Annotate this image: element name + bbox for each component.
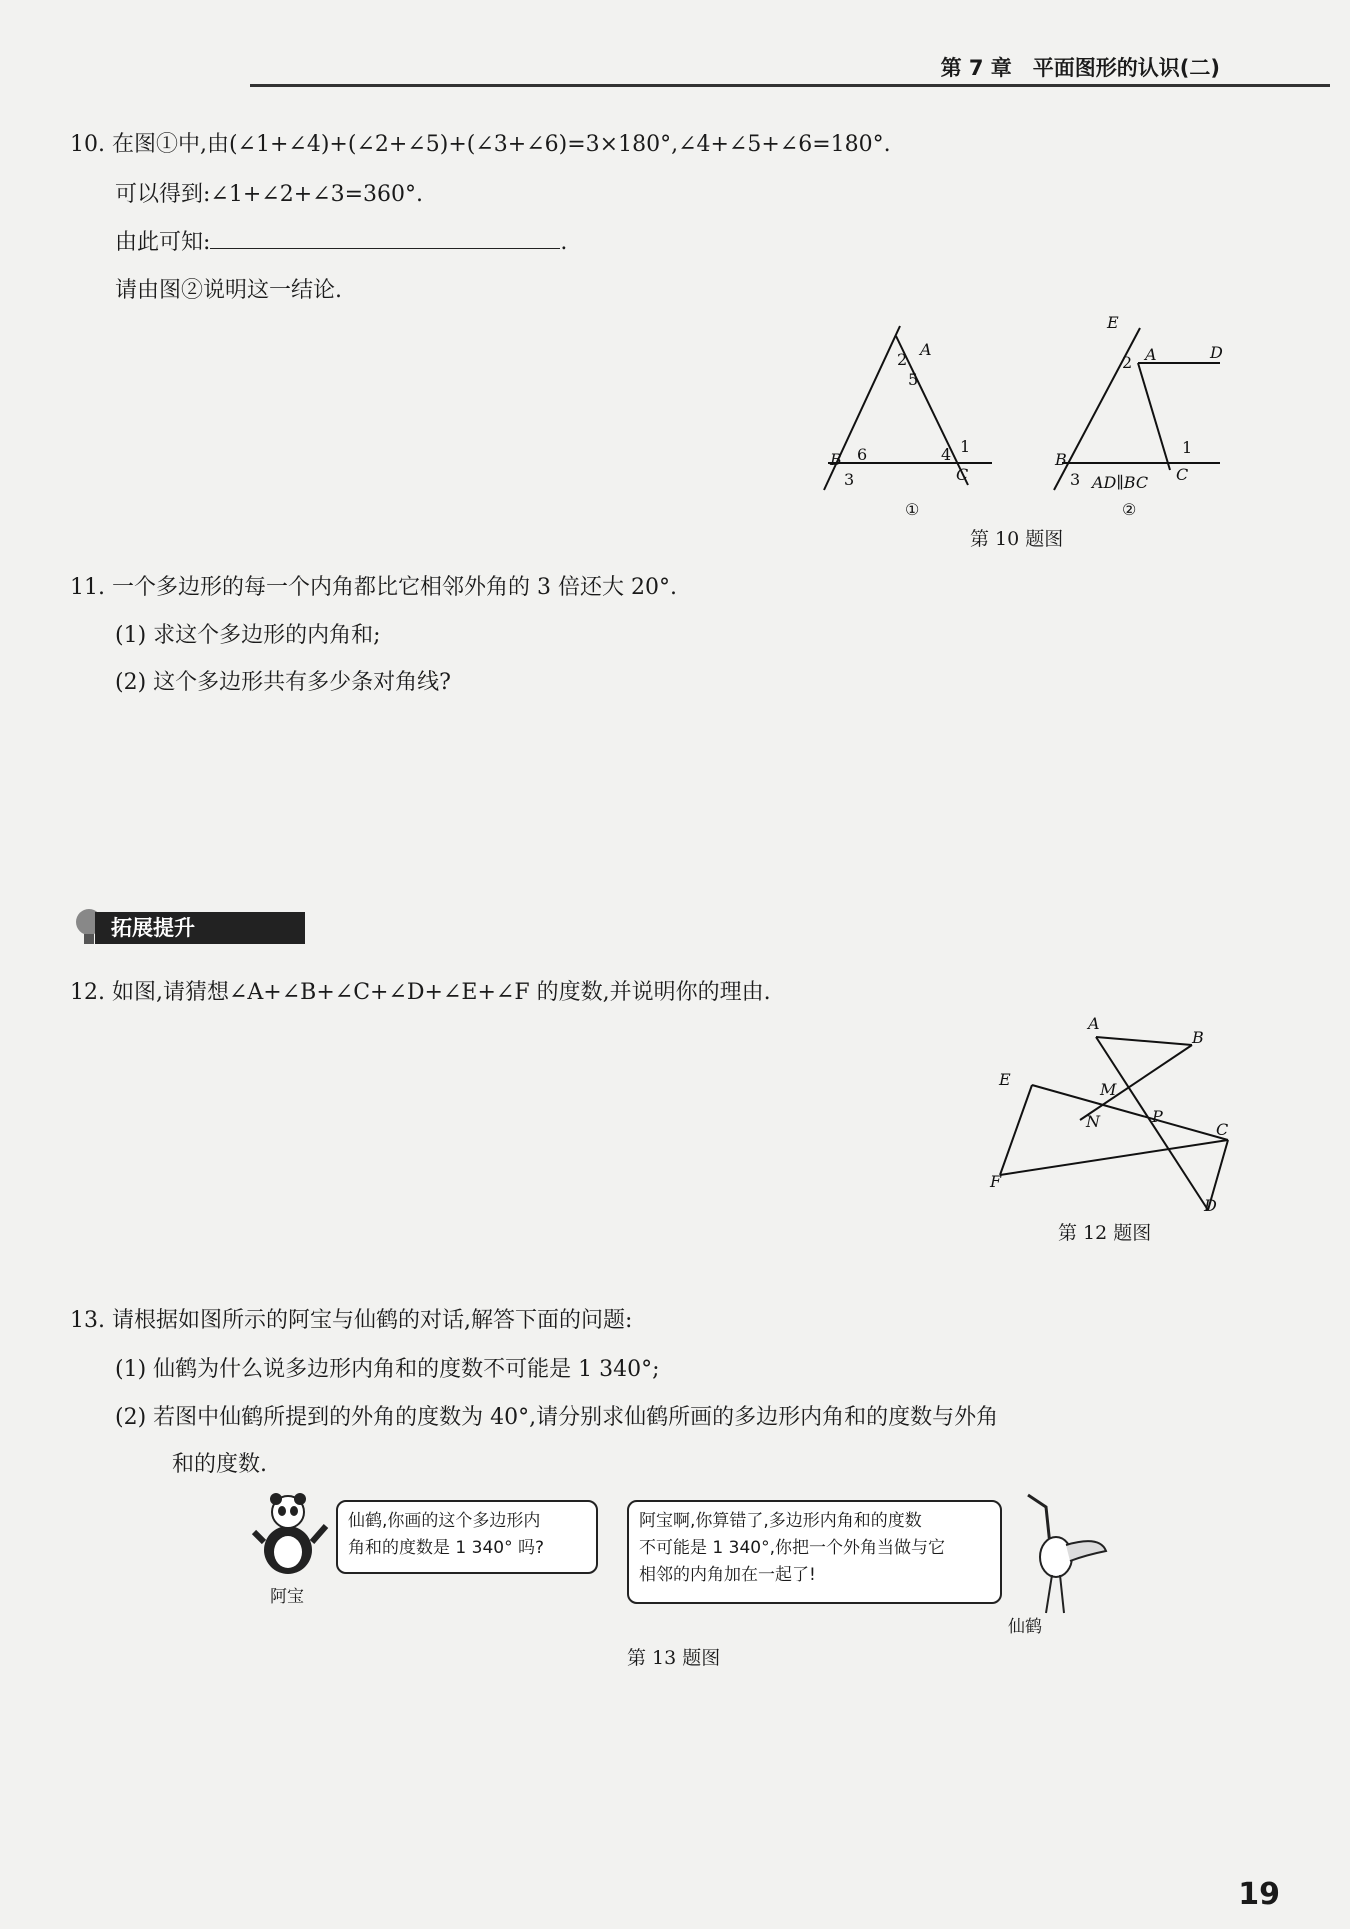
q10-line4: 请由图②说明这一结论. <box>115 278 342 303</box>
crane-bubble-line3: 相邻的内角加在一起了! <box>639 1565 816 1585</box>
abao-bubble-line1: 仙鹤,你画的这个多边形内 <box>348 1511 541 1531</box>
label-n: N <box>1086 1112 1100 1131</box>
fig2-note: AD∥BC <box>1092 473 1149 492</box>
page-number: 19 <box>1238 1877 1280 1912</box>
answer-blank[interactable] <box>210 228 560 249</box>
q10-line1: 10. 在图①中,由(∠1+∠4)+(∠2+∠5)+(∠3+∠6)=3×180°,∠4+∠5+∠6=180°. <box>70 132 891 157</box>
q10-line3-prefix: 由此可知: <box>115 230 211 255</box>
panda-illustration <box>250 1492 330 1582</box>
label-d: D <box>1210 343 1223 362</box>
label-b: B <box>1192 1028 1204 1047</box>
q13-caption: 第 13 题图 <box>627 1647 721 1669</box>
chapter-header <box>250 50 1330 87</box>
label-f: F <box>990 1172 1002 1191</box>
q11-part2: (2) 这个多边形共有多少条对角线? <box>115 670 451 695</box>
q10-line3-suffix: . <box>560 230 568 255</box>
q12-caption: 第 12 题图 <box>1058 1222 1152 1244</box>
crane-speech-bubble <box>627 1500 1002 1604</box>
label-a: A <box>920 340 932 359</box>
q13-part2-b: 和的度数. <box>172 1452 267 1477</box>
label-p: P <box>1152 1107 1163 1126</box>
q10-line3 <box>115 225 567 256</box>
label-d: D <box>1204 1196 1217 1215</box>
svg-text:2: 2 <box>1122 353 1133 372</box>
label-e: E <box>1107 313 1119 332</box>
q13-part2-a: (2) 若图中仙鹤所提到的外角的度数为 40°,请分别求仙鹤所画的多边形内角和的度数与外角 <box>115 1405 999 1430</box>
label-b: B <box>830 450 842 469</box>
label-c: C <box>956 465 969 484</box>
label-b2: B <box>1055 450 1067 469</box>
label-c: C <box>1216 1120 1229 1139</box>
svg-text:1: 1 <box>1182 438 1193 457</box>
svg-text:6: 6 <box>857 445 868 464</box>
svg-text:5: 5 <box>908 370 919 389</box>
svg-text:4: 4 <box>941 445 952 464</box>
label-e: E <box>999 1070 1011 1089</box>
q10-figure-1 <box>824 326 992 519</box>
svg-text:3: 3 <box>1070 470 1081 489</box>
name-abao: 阿宝 <box>270 1587 304 1607</box>
crane-bubble-line1: 阿宝啊,你算错了,多边形内角和的度数 <box>639 1511 922 1531</box>
q11-line1: 11. 一个多边形的每一个内角都比它相邻外角的 3 倍还大 20°. <box>70 575 677 600</box>
q10-figure-2 <box>1054 313 1223 519</box>
svg-text:3: 3 <box>844 470 855 489</box>
name-crane: 仙鹤 <box>1008 1617 1042 1637</box>
label-a: A <box>1088 1015 1100 1033</box>
abao-bubble-line2: 角和的度数是 1 340° 吗? <box>348 1538 544 1558</box>
q12-line1: 12. 如图,请猜想∠A+∠B+∠C+∠D+∠E+∠F 的度数,并说明你的理由. <box>70 980 771 1005</box>
svg-text:1: 1 <box>960 437 971 456</box>
q10-line2: 可以得到:∠1+∠2+∠3=360°. <box>115 182 423 207</box>
q13-part1: (1) 仙鹤为什么说多边形内角和的度数不可能是 1 340°; <box>115 1357 660 1382</box>
q10-caption: 第 10 题图 <box>970 528 1064 550</box>
q11-part1: (1) 求这个多边形的内角和; <box>115 623 381 648</box>
label-c2: C <box>1176 465 1189 484</box>
abao-speech-bubble <box>336 1500 598 1574</box>
label-a2: A <box>1145 345 1157 364</box>
q10-figures <box>800 310 1240 520</box>
q13-line1: 13. 请根据如图所示的阿宝与仙鹤的对话,解答下面的问题: <box>70 1308 633 1333</box>
chapter-title: 第 7 章 平面图形的认识(二) <box>940 56 1220 80</box>
q12-figure <box>980 1015 1240 1215</box>
label-m: M <box>1100 1080 1117 1099</box>
svg-text:2: 2 <box>897 350 908 369</box>
crane-bubble-line2: 不可能是 1 340°,你把一个外角当做与它 <box>639 1538 945 1558</box>
fig2-label: ② <box>1122 500 1137 519</box>
fig1-label: ① <box>905 500 920 519</box>
section-title: 拓展提升 <box>95 912 305 944</box>
crane-illustration <box>1010 1485 1110 1615</box>
